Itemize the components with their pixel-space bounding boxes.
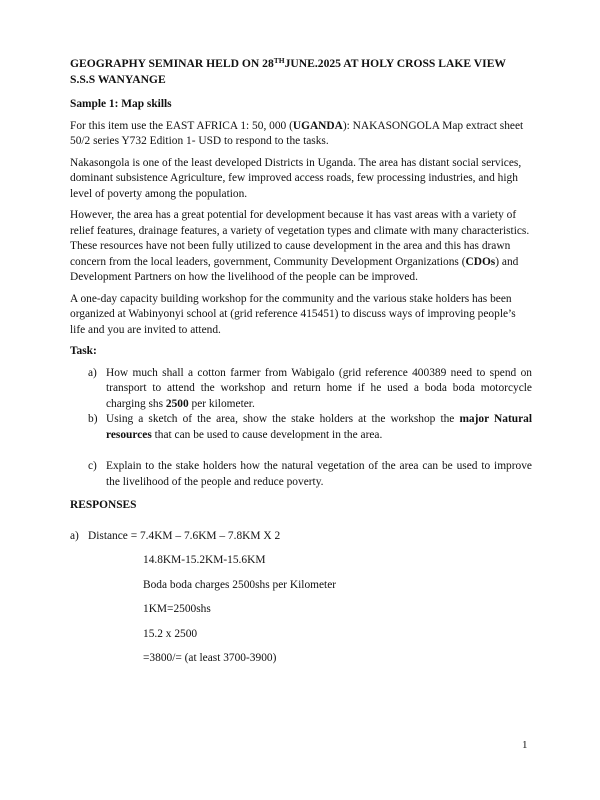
page-content — [70, 56, 532, 667]
task-b-pre: Using a sketch of the area, show the stake holders at the workshop the — [106, 413, 460, 425]
title-line1-post: JUNE.2025 AT HOLY CROSS LAKE VIEW — [284, 57, 507, 70]
intro-p1-post: ): NAKASONGOLA Map extract sheet 50/2 series Y732 Edition 1- USD to respond to the tasks. — [70, 119, 524, 147]
intro-paragraph-3 — [70, 208, 532, 286]
task-a-pre: How much shall a cotton farmer from Wabigalo (grid reference 400389 need to spend on transport to attend the workshop and return home if he used a boda boda motorcycle charging shs — [106, 366, 532, 410]
sample-heading: Sample 1: Map skills — [70, 98, 172, 110]
response-a — [70, 529, 532, 545]
intro-paragraph-1 — [70, 119, 532, 150]
response-line: 14.8KM-15.2KM-15.6KM — [143, 554, 266, 566]
response-a-first-line: Distance = 7.4KM – 7.6KM – 7.8KM X 2 — [88, 529, 281, 542]
intro-p1-bold: UGANDA — [292, 119, 343, 132]
task-a-marker: a) — [88, 366, 97, 379]
task-item-c — [70, 459, 532, 490]
intro-p3-pre: However, the area has a great potential for development because it has vast areas with a variety of relief features, drainage features, a variety of vegetation types and climate with many characteristics. These resources have not been fully utilized to cause development in the area and this has drawn concern from the local leaders, government, Community Development Organizations ( — [70, 209, 530, 268]
intro-paragraph-2: Nakasongola is one of the least developed Districts in Uganda. The area has distant social services, dominant subsistence Agriculture, few improved access roads, few processing industries, and high level of poverty among the population. — [70, 156, 522, 200]
response-line: 15.2 x 2500 — [143, 627, 198, 640]
intro-p1-pre: For this item use the EAST AFRICA 1: 50, 000 ( — [70, 119, 293, 132]
task-item-a — [70, 366, 532, 413]
intro-p3-bold: CDOs — [465, 255, 496, 268]
task-b-post: that can be used to cause development in the area. — [151, 428, 383, 441]
task-a-post: per kilometer. — [188, 397, 255, 410]
response-line: =3800/= (at least 3700-3900) — [143, 652, 277, 664]
intro-p3-post: ) and Development Partners on how the livelihood of the people can be improved. — [70, 255, 519, 283]
title-line2: S.S.S WANYANGE — [70, 73, 166, 86]
task-c-text: Explain to the stake holders how the natural vegetation of the area can be used to improve the livelihood of the people and reduce poverty. — [106, 460, 532, 488]
task-heading: Task: — [70, 345, 97, 357]
intro-paragraph-4: A one-day capacity building workshop for the community and the various stake holders has been organized at Wabinyonyi school at (grid reference 415451) to discuss ways of improving people’s life and you are invited to attend. — [70, 292, 516, 336]
task-c-marker: c) — [88, 460, 97, 472]
response-a-workings — [143, 553, 532, 667]
response-a-marker: a) — [70, 529, 79, 542]
title-line1-pre: GEOGRAPHY SEMINAR HELD ON 28 — [70, 57, 274, 70]
responses-heading: RESPONSES — [70, 499, 137, 511]
response-line: 1KM=2500shs — [143, 603, 211, 615]
task-a-bold: 2500 — [165, 397, 189, 410]
task-item-b — [70, 412, 532, 443]
document-title — [70, 56, 532, 88]
task-b-marker: b) — [88, 413, 98, 425]
page-number: 1 — [522, 739, 528, 751]
title-superscript: TH — [273, 56, 285, 65]
response-line: Boda boda charges 2500shs per Kilometer — [143, 578, 337, 591]
task-list — [70, 366, 532, 491]
task-b-bold: major Natural resources — [106, 413, 532, 441]
